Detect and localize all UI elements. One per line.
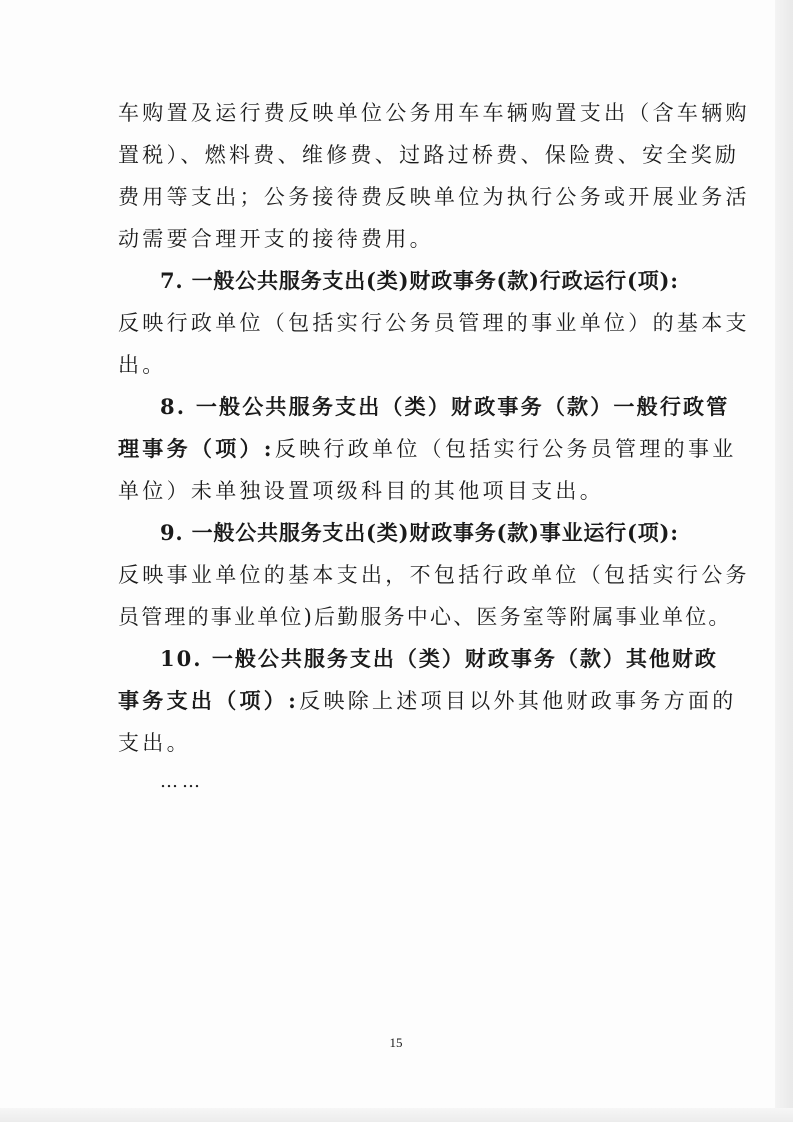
paragraph-line: 动需要合理开支的接待费用。 (118, 227, 434, 251)
page-edge-right (775, 0, 793, 1122)
paragraph-line: 车购置及运行费反映单位公务用车车辆购置支出（含车辆购 (118, 101, 750, 125)
item-9-heading: 9. 一般公共服务支出(类)财政事务(款)事业运行(项): (160, 520, 679, 545)
item-8-body-line: 单位）未单独设置项级科目的其他项目支出。 (118, 479, 604, 503)
item-9-body-line: 反映事业单位的基本支出，不包括行政单位（包括实行公务 (118, 563, 750, 587)
item-10-line-2 (118, 686, 737, 716)
item-10-heading-cont: 事务支出（项）: (118, 688, 300, 713)
item-10-body-first: 反映除上述项目以外其他财政事务方面的 (299, 689, 737, 713)
item-7-heading: 7. 一般公共服务支出(类)财政事务(款)行政运行(项): (160, 268, 679, 293)
item-10-heading: 10. 一般公共服务支出（类）财政事务（款）其他财政 (160, 646, 718, 671)
item-8-heading-cont: 理事务（项）: (118, 436, 275, 461)
item-8-body-first: 反映行政单位（包括实行公务员管理的事业 (274, 437, 737, 461)
item-7-body-line: 反映行政单位（包括实行公务员管理的事业单位）的基本支 (118, 311, 750, 335)
item-8-heading: 8. 一般公共服务支出（类）财政事务（款）一般行政管 (160, 394, 730, 419)
item-8-line-2 (118, 434, 737, 464)
page-edge-bottom (0, 1108, 793, 1122)
item-7-body-line: 出。 (118, 353, 167, 377)
paragraph-line: 置税）、燃料费、维修费、过路过桥费、保险费、安全奖励 (118, 143, 740, 167)
item-9-body-line: 员管理的事业单位)后勤服务中心、医务室等附属事业单位。 (118, 605, 732, 629)
ellipsis: …… (160, 771, 204, 792)
paragraph-line: 费用等支出；公务接待费反映单位为执行公务或开展业务活 (118, 185, 750, 209)
page-number: 15 (389, 1035, 403, 1050)
item-10-body-line: 支出。 (118, 731, 191, 755)
